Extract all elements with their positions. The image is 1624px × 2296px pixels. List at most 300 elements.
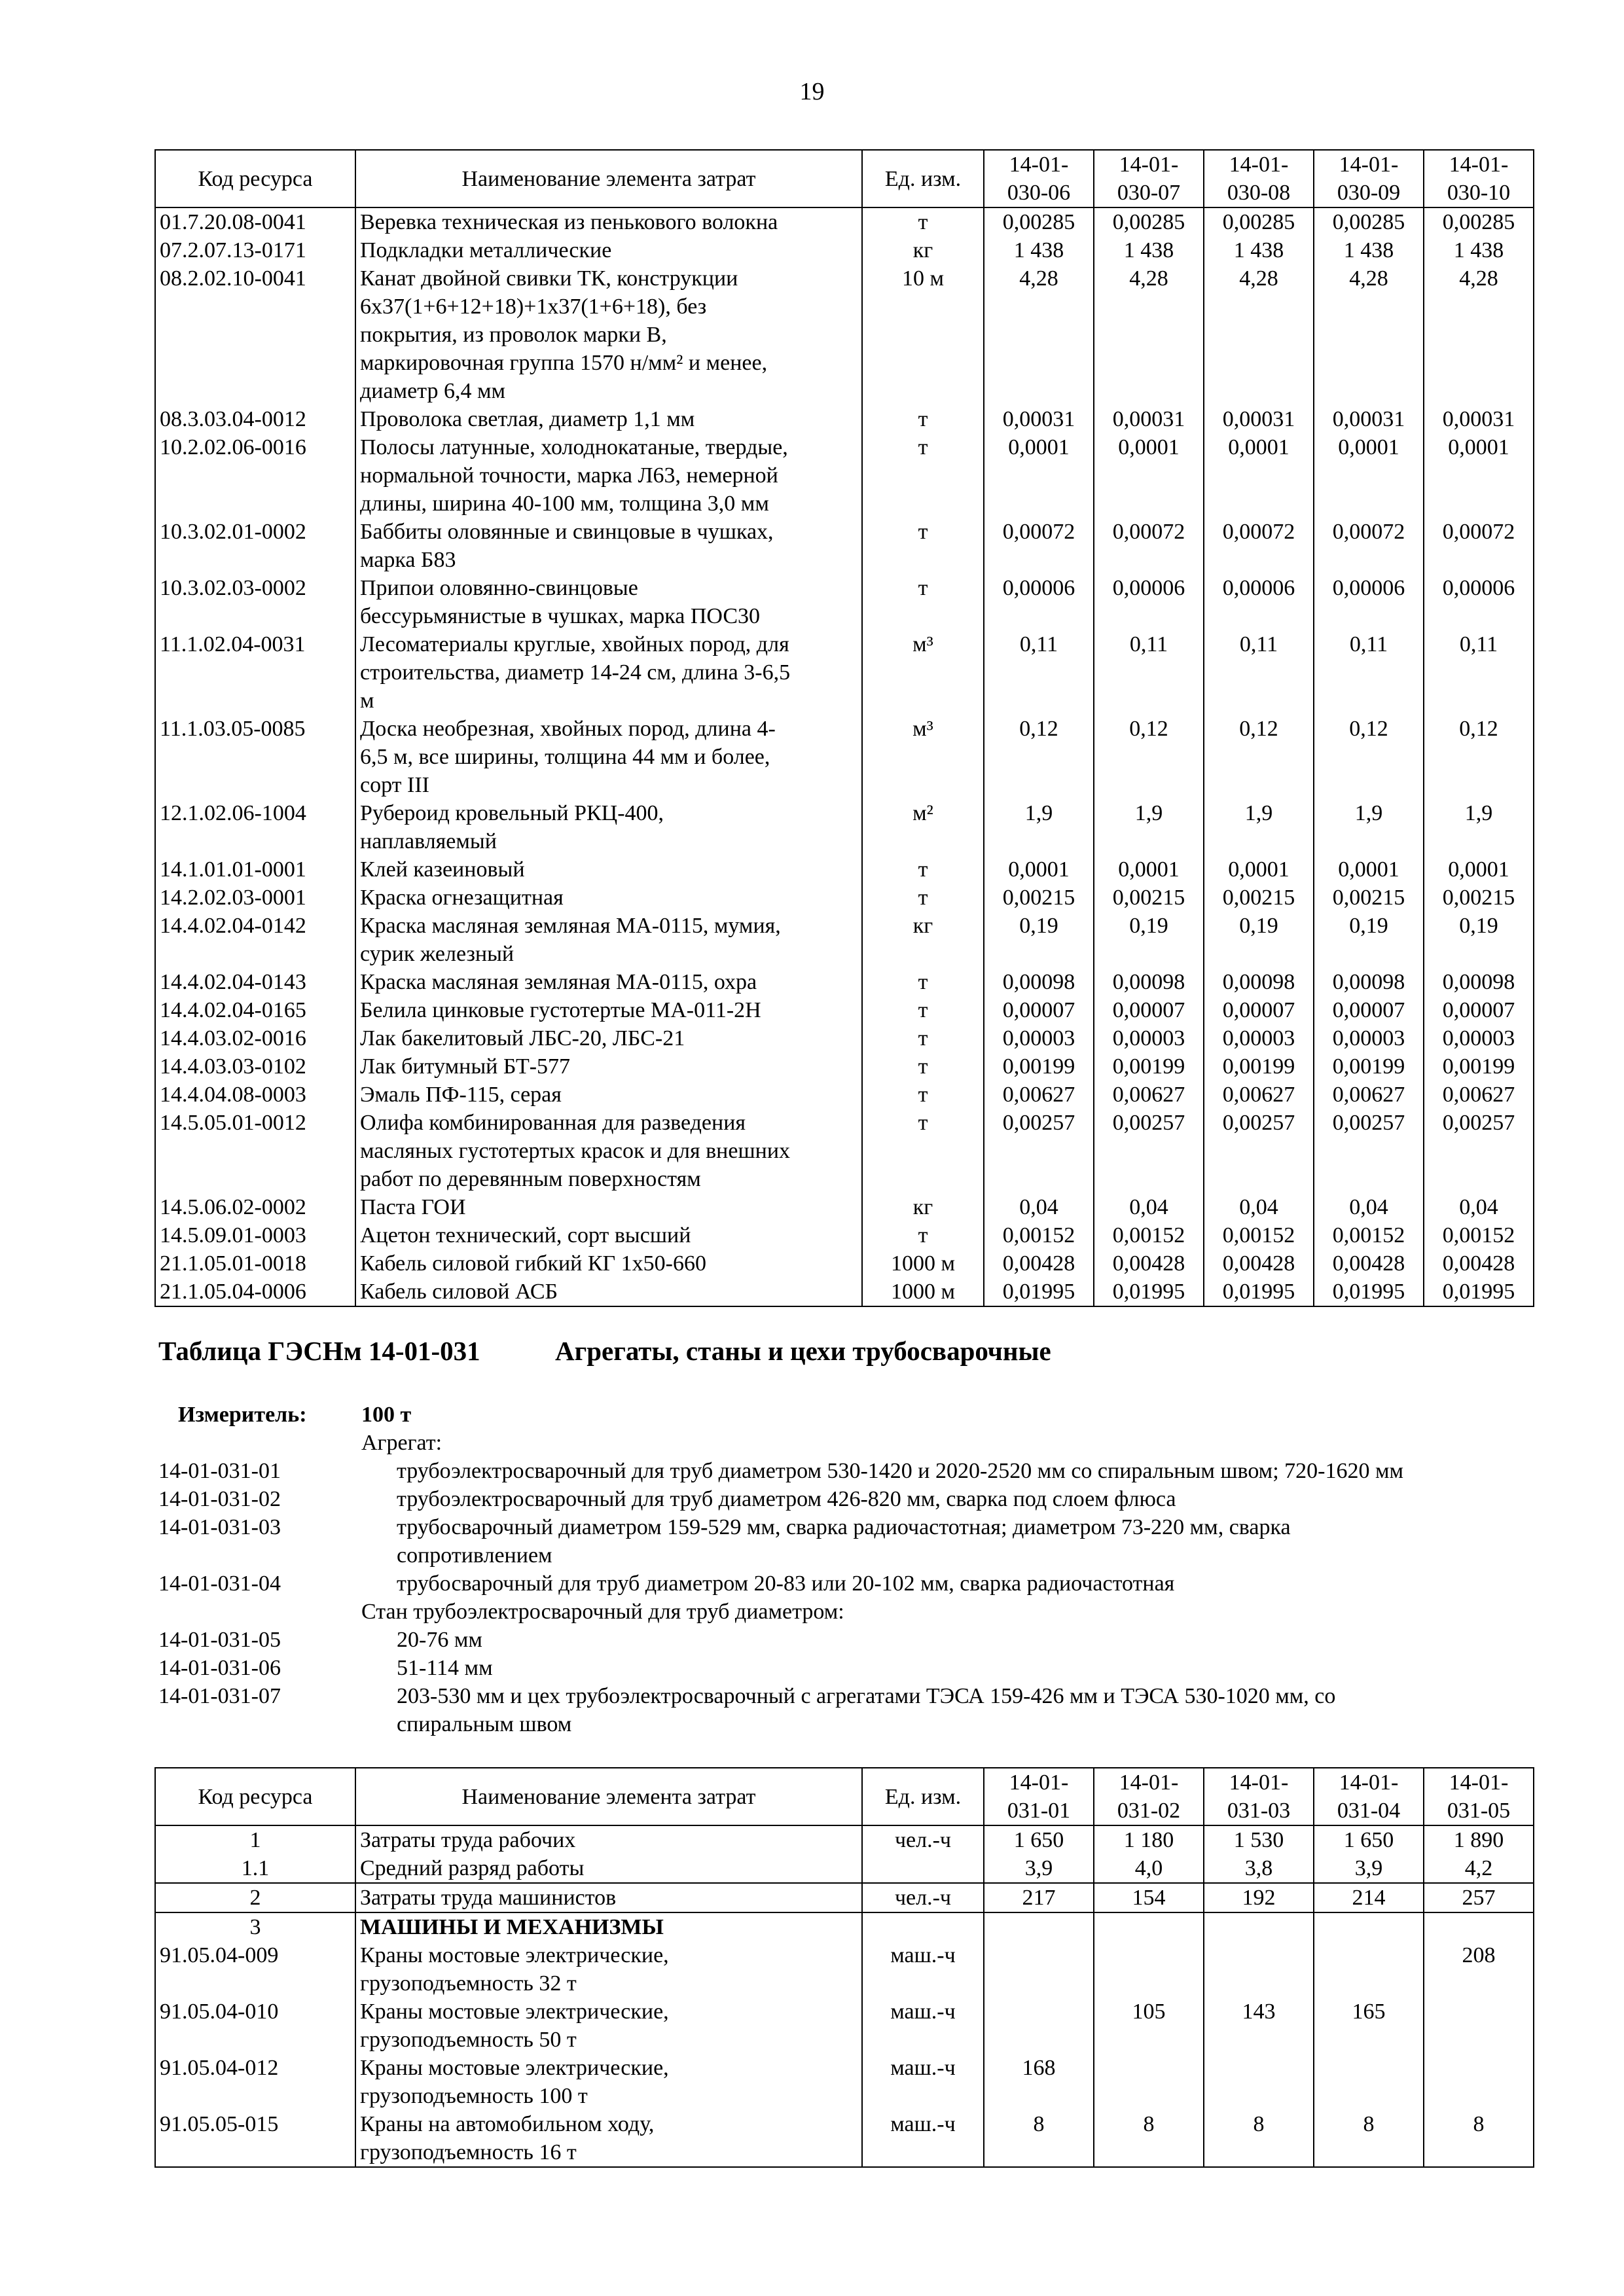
resource-code: 14.5.05.01-0012	[155, 1109, 355, 1193]
resource-value: 0,00003	[1424, 1024, 1534, 1052]
resource-value	[1424, 1912, 1534, 1941]
resource-value: 1 530	[1204, 1825, 1314, 1854]
column-header: Наименование элемента затрат	[355, 150, 862, 207]
resource-unit	[862, 1854, 984, 1883]
resource-value: 214	[1314, 1883, 1424, 1912]
resource-code: 14.1.01.01-0001	[155, 855, 355, 884]
resource-name: Краны мостовые электрические, грузоподъемность 100 т	[355, 2054, 862, 2110]
table-code: Таблица ГЭСНм 14-01-031	[158, 1336, 480, 1366]
resource-value	[1204, 1912, 1314, 1941]
resource-value: 168	[984, 2054, 1094, 2110]
table-row	[155, 1854, 1534, 1883]
resource-value: 0,00072	[1094, 518, 1204, 574]
resource-value: 0,00098	[1424, 968, 1534, 996]
resource-value: 0,0001	[1204, 855, 1314, 884]
table-row	[155, 884, 1534, 912]
resource-code: 10.3.02.01-0002	[155, 518, 355, 574]
resource-name: Краска масляная земляная МА-0115, мумия, сурик железный	[355, 912, 862, 968]
table-row	[155, 1941, 1534, 1998]
column-header: 14-01- 030-07	[1094, 150, 1204, 207]
resource-value: 0,0001	[1424, 855, 1534, 884]
resource-value: 0,00098	[984, 968, 1094, 996]
resource-value: 4,28	[984, 264, 1094, 405]
resource-value: 4,28	[1424, 264, 1534, 405]
resource-value: 105	[1094, 1998, 1204, 2054]
resource-value: 8	[1314, 2110, 1424, 2167]
resource-value: 257	[1424, 1883, 1534, 1912]
table-header-row	[155, 150, 1534, 207]
resource-value: 0,11	[984, 630, 1094, 715]
resource-name: Краны на автомобильном ходу, грузоподъемность 16 т	[355, 2110, 862, 2167]
resource-unit: маш.-ч	[862, 1941, 984, 1998]
resource-value: 0,00098	[1094, 968, 1204, 996]
item-text: трубоэлектросварочный для труб диаметром 426-820 мм, сварка под слоем флюса	[397, 1487, 1176, 1511]
resource-value: 0,0001	[1094, 433, 1204, 518]
table-row	[155, 1109, 1534, 1193]
resource-value: 0,12	[1424, 715, 1534, 799]
resource-value: 0,00215	[1424, 884, 1534, 912]
item-code: 14-01-031-07	[158, 1684, 281, 1708]
resource-unit: т	[862, 1109, 984, 1193]
resource-value: 0,00428	[1314, 1249, 1424, 1278]
resource-code: 3	[155, 1912, 355, 1941]
resource-value: 0,00006	[984, 574, 1094, 630]
item-code: 14-01-031-06	[158, 1656, 281, 1680]
resource-value: 0,00199	[1204, 1052, 1314, 1081]
column-header: Ед. изм.	[862, 150, 984, 207]
resource-code: 11.1.03.05-0085	[155, 715, 355, 799]
resource-value: 0,0001	[1314, 433, 1424, 518]
table-row	[155, 405, 1534, 433]
resource-code: 14.5.09.01-0003	[155, 1221, 355, 1249]
resource-unit: т	[862, 405, 984, 433]
resource-value: 8	[1424, 2110, 1534, 2167]
resource-name: Кабель силовой гибкий КГ 1х50-660	[355, 1249, 862, 1278]
resource-value: 0,11	[1204, 630, 1314, 715]
table-header-row	[155, 1768, 1534, 1825]
table-row	[155, 264, 1534, 405]
resource-code: 1	[155, 1825, 355, 1854]
table-row	[155, 433, 1534, 518]
resource-value: 8	[1204, 2110, 1314, 2167]
resource-value: 0,00031	[1094, 405, 1204, 433]
resource-value: 1 650	[984, 1825, 1094, 1854]
resource-value	[1314, 2054, 1424, 2110]
column-header: 14-01- 031-01	[984, 1768, 1094, 1825]
resource-name: Лак бакелитовый ЛБС-20, ЛБС-21	[355, 1024, 862, 1052]
meter-item	[158, 1513, 1546, 1570]
resource-code: 08.2.02.10-0041	[155, 264, 355, 405]
resource-name: Ацетон технический, сорт высший	[355, 1221, 862, 1249]
resource-unit: т	[862, 1081, 984, 1109]
resource-name: Паста ГОИ	[355, 1193, 862, 1221]
resource-unit: т	[862, 996, 984, 1024]
resource-code: 01.7.20.08-0041	[155, 207, 355, 236]
resource-value: 0,00627	[1424, 1081, 1534, 1109]
resource-unit: т	[862, 207, 984, 236]
resource-value: 0,04	[1204, 1193, 1314, 1221]
table-row	[155, 1278, 1534, 1306]
resource-name: Подкладки металлические	[355, 236, 862, 264]
resource-value: 1 180	[1094, 1825, 1204, 1854]
resource-value: 0,00003	[1204, 1024, 1314, 1052]
item-code: 14-01-031-01	[158, 1459, 281, 1483]
resource-value: 0,00031	[984, 405, 1094, 433]
item-code: 14-01-031-03	[158, 1515, 281, 1539]
resource-unit: кг	[862, 1193, 984, 1221]
resource-code: 91.05.04-009	[155, 1941, 355, 1998]
resource-code: 21.1.05.04-0006	[155, 1278, 355, 1306]
resource-name: Полосы латунные, холоднокатаные, твердые, нормальной точности, марка Л63, немерной длины, ширина 40-100 мм, толщина 3,0 мм	[355, 433, 862, 518]
resource-unit: маш.-ч	[862, 2054, 984, 2110]
column-header: Наименование элемента затрат	[355, 1768, 862, 1825]
resource-name: Олифа комбинированная для разведения масляных густотертых красок и для внешних работ по деревянным поверхностям	[355, 1109, 862, 1193]
resource-value: 0,00257	[1314, 1109, 1424, 1193]
resource-value: 0,00199	[1094, 1052, 1204, 1081]
resource-name: Краны мостовые электрические, грузоподъемность 32 т	[355, 1941, 862, 1998]
resource-value: 0,00257	[1424, 1109, 1534, 1193]
resource-name: Эмаль ПФ-115, серая	[355, 1081, 862, 1109]
resource-name: Краны мостовые электрические, грузоподъемность 50 т	[355, 1998, 862, 2054]
resource-name: Веревка техническая из пенькового волокна	[355, 207, 862, 236]
resource-name: Рубероид кровельный РКЦ-400, наплавляемый	[355, 799, 862, 855]
resource-value: 1,9	[1314, 799, 1424, 855]
resource-name: Лак битумный БТ-577	[355, 1052, 862, 1081]
resource-value: 0,00428	[1204, 1249, 1314, 1278]
resource-value: 3,9	[1314, 1854, 1424, 1883]
resource-value: 0,00199	[984, 1052, 1094, 1081]
resource-value: 0,00007	[1314, 996, 1424, 1024]
meter-item	[158, 1682, 1546, 1738]
resource-value: 8	[1094, 2110, 1204, 2167]
resource-value: 1,9	[1094, 799, 1204, 855]
resource-code: 10.3.02.03-0002	[155, 574, 355, 630]
resource-value: 0,19	[1314, 912, 1424, 968]
resource-value: 0,04	[1314, 1193, 1424, 1221]
resource-value: 8	[984, 2110, 1094, 2167]
resource-code: 14.5.06.02-0002	[155, 1193, 355, 1221]
resource-unit: т	[862, 1024, 984, 1052]
column-header: Код ресурса	[155, 1768, 355, 1825]
resource-value: 0,00031	[1204, 405, 1314, 433]
resource-value: 0,00006	[1314, 574, 1424, 630]
column-header: 14-01- 030-06	[984, 150, 1094, 207]
resource-value: 0,00428	[1424, 1249, 1534, 1278]
resource-name: Клей казеиновый	[355, 855, 862, 884]
resource-unit: кг	[862, 912, 984, 968]
resource-value: 0,00627	[984, 1081, 1094, 1109]
resource-value: 4,2	[1424, 1854, 1534, 1883]
resource-code: 14.4.02.04-0142	[155, 912, 355, 968]
resource-name: Доска необрезная, хвойных пород, длина 4- 6,5 м, все ширины, толщина 44 мм и более, сорт III	[355, 715, 862, 799]
resource-value: 0,01995	[1314, 1278, 1424, 1306]
resource-value: 0,00152	[1424, 1221, 1534, 1249]
resource-value: 0,00007	[984, 996, 1094, 1024]
item-text: 51-114 мм	[397, 1656, 493, 1680]
resource-value: 143	[1204, 1998, 1314, 2054]
resource-value: 0,12	[1094, 715, 1204, 799]
resource-value: 0,00098	[1314, 968, 1424, 996]
resource-name: Проволока светлая, диаметр 1,1 мм	[355, 405, 862, 433]
resource-unit: т	[862, 884, 984, 912]
table-title	[158, 1335, 1051, 1367]
resource-value: 1,9	[1204, 799, 1314, 855]
item-text: трубоэлектросварочный для труб диаметром 530-1420 и 2020-2520 мм со спиральным швом; 720-1620 мм	[397, 1459, 1404, 1483]
resource-unit: 1000 м	[862, 1249, 984, 1278]
table-row	[155, 1193, 1534, 1221]
resource-unit: т	[862, 574, 984, 630]
resource-value: 0,00215	[1094, 884, 1204, 912]
resource-unit: т	[862, 968, 984, 996]
resource-name: Припои оловянно-свинцовые бессурьмянистые в чушках, марка ПОС30	[355, 574, 862, 630]
resource-code: 2	[155, 1883, 355, 1912]
resource-value: 4,28	[1314, 264, 1424, 405]
resource-value: 0,00627	[1314, 1081, 1424, 1109]
resource-value: 0,00006	[1094, 574, 1204, 630]
resource-code: 14.4.02.04-0143	[155, 968, 355, 996]
resource-value: 0,0001	[1204, 433, 1314, 518]
resource-value: 0,00285	[1314, 207, 1424, 236]
table-row	[155, 855, 1534, 884]
resource-value: 0,00257	[1094, 1109, 1204, 1193]
item-code: 14-01-031-02	[158, 1487, 281, 1511]
table-row	[155, 1912, 1534, 1941]
resource-unit: т	[862, 1221, 984, 1249]
resource-value: 0,00003	[1314, 1024, 1424, 1052]
resource-value: 0,11	[1314, 630, 1424, 715]
table-row	[155, 574, 1534, 630]
resource-code: 14.4.02.04-0165	[155, 996, 355, 1024]
resource-name: Краска масляная земляная МА-0115, охра	[355, 968, 862, 996]
column-header: 14-01- 031-03	[1204, 1768, 1314, 1825]
item-text: 20-76 мм	[397, 1628, 482, 1652]
table-row	[155, 1221, 1534, 1249]
resource-value: 0,00007	[1204, 996, 1314, 1024]
resource-value	[984, 1912, 1094, 1941]
resource-value: 0,19	[1424, 912, 1534, 968]
resource-value: 0,12	[1204, 715, 1314, 799]
table-row	[155, 1249, 1534, 1278]
resource-value: 0,12	[984, 715, 1094, 799]
resource-value: 0,00031	[1424, 405, 1534, 433]
resource-name: Средний разряд работы	[355, 1854, 862, 1883]
resource-value: 0,00285	[984, 207, 1094, 236]
resource-value: 0,00428	[984, 1249, 1094, 1278]
resource-value: 0,00257	[984, 1109, 1094, 1193]
resource-value: 0,00003	[1094, 1024, 1204, 1052]
resource-name: Белила цинковые густотертые МА-011-2Н	[355, 996, 862, 1024]
resource-value: 3,8	[1204, 1854, 1314, 1883]
column-header: 14-01- 030-08	[1204, 150, 1314, 207]
resource-name: Затраты труда машинистов	[355, 1883, 862, 1912]
meter-item	[158, 1429, 1546, 1457]
resource-value: 0,00007	[1424, 996, 1534, 1024]
resource-value	[1094, 1912, 1204, 1941]
table-row	[155, 1825, 1534, 1854]
resource-value: 0,00428	[1094, 1249, 1204, 1278]
resource-value	[1424, 1998, 1534, 2054]
column-header: Ед. изм.	[862, 1768, 984, 1825]
resource-value: 0,00072	[1424, 518, 1534, 574]
resource-value: 1 438	[1094, 236, 1204, 264]
meter-label: Измеритель:	[178, 1403, 307, 1427]
resource-value: 0,00199	[1424, 1052, 1534, 1081]
resource-value: 0,11	[1094, 630, 1204, 715]
resource-value	[1424, 2054, 1534, 2110]
resource-unit: маш.-ч	[862, 2110, 984, 2167]
resource-value: 0,19	[1094, 912, 1204, 968]
resource-value	[984, 1998, 1094, 2054]
resource-value	[1094, 2054, 1204, 2110]
page-number: 19	[799, 78, 825, 105]
resource-value: 0,12	[1314, 715, 1424, 799]
item-text: 203-530 мм и цех трубоэлектросварочный с агрегатами ТЭСА 159-426 мм и ТЭСА 530-1020 мм, со спиральным швом	[397, 1684, 1336, 1736]
resource-value: 4,28	[1204, 264, 1314, 405]
table-row	[155, 207, 1534, 236]
resource-name: МАШИНЫ И МЕХАНИЗМЫ	[355, 1912, 862, 1941]
resource-value: 0,0001	[984, 855, 1094, 884]
resource-value: 1,9	[984, 799, 1094, 855]
resource-value: 0,01995	[1204, 1278, 1314, 1306]
table-title-text: Агрегаты, станы и цехи трубосварочные	[555, 1336, 1051, 1366]
resource-name: Кабель силовой АСБ	[355, 1278, 862, 1306]
resource-value: 0,0001	[1424, 433, 1534, 518]
item-code: 14-01-031-05	[158, 1628, 281, 1652]
resource-value: 1 890	[1424, 1825, 1534, 1854]
meter-item	[158, 1485, 1546, 1513]
item-code	[158, 1598, 361, 1626]
resource-code: 21.1.05.01-0018	[155, 1249, 355, 1278]
resource-value	[984, 1941, 1094, 1998]
resource-unit: 1000 м	[862, 1278, 984, 1306]
resource-value: 0,00006	[1424, 574, 1534, 630]
table-row	[155, 236, 1534, 264]
resource-value: 0,04	[1424, 1193, 1534, 1221]
resource-value	[1204, 1941, 1314, 1998]
resource-unit: м²	[862, 799, 984, 855]
resource-value: 0,00031	[1314, 405, 1424, 433]
resource-code: 14.4.04.08-0003	[155, 1081, 355, 1109]
resource-code: 1.1	[155, 1854, 355, 1883]
resource-value: 0,00215	[1204, 884, 1314, 912]
table-row	[155, 1024, 1534, 1052]
resource-value: 0,00199	[1314, 1052, 1424, 1081]
resource-table-030	[154, 149, 1534, 1307]
resource-value: 0,00285	[1424, 207, 1534, 236]
item-code: 14-01-031-04	[158, 1571, 281, 1596]
resource-unit: чел.-ч	[862, 1883, 984, 1912]
resource-unit: т	[862, 1052, 984, 1081]
resource-value: 0,04	[1094, 1193, 1204, 1221]
resource-value: 165	[1314, 1998, 1424, 2054]
column-header: 14-01- 031-05	[1424, 1768, 1534, 1825]
resource-value: 0,19	[1204, 912, 1314, 968]
resource-code: 08.3.03.04-0012	[155, 405, 355, 433]
resource-code: 07.2.07.13-0171	[155, 236, 355, 264]
resource-value: 4,28	[1094, 264, 1204, 405]
meter-item	[158, 1626, 1546, 1654]
item-text: трубосварочный диаметром 159-529 мм, сварка радиочастотная; диаметром 73-220 мм, сварка сопротивлением	[397, 1515, 1291, 1568]
resource-value: 0,00152	[984, 1221, 1094, 1249]
resource-value: 0,00006	[1204, 574, 1314, 630]
resource-value: 0,0001	[1094, 855, 1204, 884]
column-header: 14-01- 031-04	[1314, 1768, 1424, 1825]
resource-value: 0,00152	[1314, 1221, 1424, 1249]
resource-value: 154	[1094, 1883, 1204, 1912]
resource-value: 0,01995	[984, 1278, 1094, 1306]
meter-block	[158, 1401, 1546, 1738]
resource-value: 0,00152	[1204, 1221, 1314, 1249]
table-row	[155, 996, 1534, 1024]
resource-name: Краска огнезащитная	[355, 884, 862, 912]
column-header: 14-01- 031-02	[1094, 1768, 1204, 1825]
resource-unit: кг	[862, 236, 984, 264]
resource-value	[1094, 1941, 1204, 1998]
meter-item	[158, 1457, 1546, 1485]
resource-name: Канат двойной свивки ТК, конструкции 6х37(1+6+12+18)+1х37(1+6+18), без покрытия, из проволок марки В, маркировочная группа 1570 н/мм² и менее, диаметр 6,4 мм	[355, 264, 862, 405]
table-row	[155, 968, 1534, 996]
resource-unit: чел.-ч	[862, 1825, 984, 1854]
resource-value: 0,01995	[1424, 1278, 1534, 1306]
resource-value: 0,00215	[984, 884, 1094, 912]
table-row	[155, 799, 1534, 855]
resource-value: 0,00152	[1094, 1221, 1204, 1249]
item-text: Стан трубоэлектросварочный для труб диаметром:	[361, 1600, 844, 1624]
resource-code: 91.05.04-010	[155, 1998, 355, 2054]
resource-value: 0,00098	[1204, 968, 1314, 996]
resource-value: 0,00627	[1204, 1081, 1314, 1109]
resource-value: 0,11	[1424, 630, 1534, 715]
resource-code: 14.4.03.03-0102	[155, 1052, 355, 1081]
table-row	[155, 630, 1534, 715]
table-row	[155, 1998, 1534, 2054]
resource-value: 1 438	[984, 236, 1094, 264]
table-row	[155, 912, 1534, 968]
resource-value: 0,00072	[1204, 518, 1314, 574]
resource-value: 1,9	[1424, 799, 1534, 855]
resource-code: 91.05.04-012	[155, 2054, 355, 2110]
resource-code: 11.1.02.04-0031	[155, 630, 355, 715]
resource-code: 14.4.03.02-0016	[155, 1024, 355, 1052]
resource-value: 0,01995	[1094, 1278, 1204, 1306]
resource-unit: м³	[862, 630, 984, 715]
table-row	[155, 518, 1534, 574]
resource-value: 192	[1204, 1883, 1314, 1912]
resource-unit: маш.-ч	[862, 1998, 984, 2054]
meter-item	[158, 1654, 1546, 1682]
table-row	[155, 1052, 1534, 1081]
resource-value: 1 438	[1314, 236, 1424, 264]
resource-value: 3,9	[984, 1854, 1094, 1883]
resource-value: 1 438	[1204, 236, 1314, 264]
resource-value: 0,00003	[984, 1024, 1094, 1052]
resource-name: Лесоматериалы круглые, хвойных пород, для строительства, диаметр 14-24 см, длина 3-6,5 м	[355, 630, 862, 715]
resource-code: 10.2.02.06-0016	[155, 433, 355, 518]
resource-value: 0,19	[984, 912, 1094, 968]
resource-value: 0,00072	[1314, 518, 1424, 574]
resource-value: 0,00072	[984, 518, 1094, 574]
resource-value: 1 438	[1424, 236, 1534, 264]
resource-value: 0,0001	[1314, 855, 1424, 884]
resource-value: 0,00215	[1314, 884, 1424, 912]
meter-value: 100 т	[361, 1403, 412, 1427]
resource-value	[1204, 2054, 1314, 2110]
column-header: Код ресурса	[155, 150, 355, 207]
resource-code: 91.05.05-015	[155, 2110, 355, 2167]
resource-value	[1314, 1912, 1424, 1941]
resource-value: 217	[984, 1883, 1094, 1912]
resource-code: 14.2.02.03-0001	[155, 884, 355, 912]
